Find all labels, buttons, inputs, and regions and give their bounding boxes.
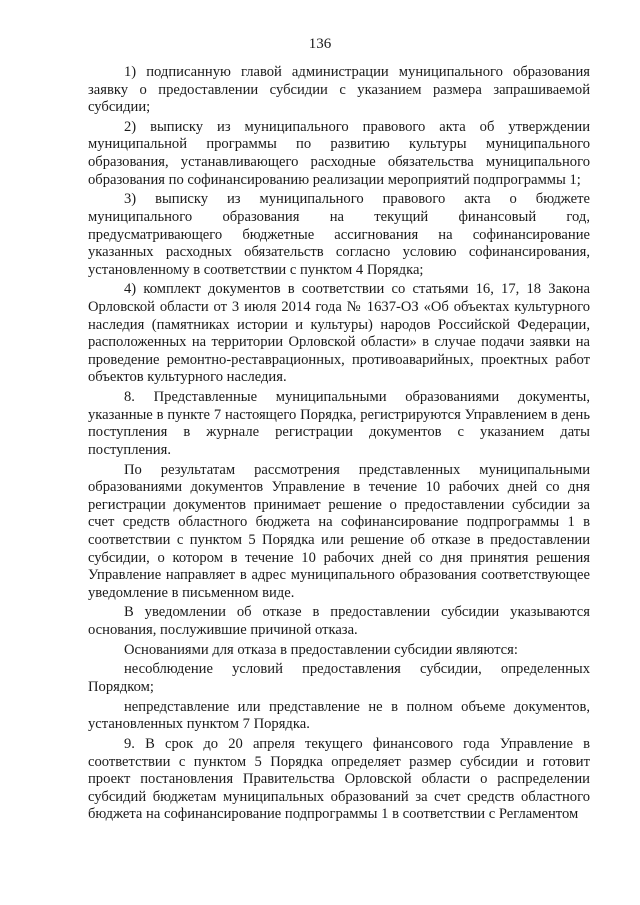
document-body bbox=[88, 64, 590, 826]
page-number: 136 bbox=[308, 36, 332, 52]
paragraph-ground-1: несоблюдение условий предоставления субсидии, определенных Порядком; bbox=[88, 661, 590, 695]
paragraph-item-1: 1) подписанную главой администрации муниципального образования заявку о предоставлении субсидии с указанием размера запрашиваемой субсидии; bbox=[88, 64, 590, 116]
paragraph-clause-8: 8. Представленные муниципальными образованиями документы, указанные в пункте 7 настоящего Порядка, регистрируются Управлением в день поступления в журнале регистрации документов с указанием даты поступления. bbox=[88, 389, 590, 458]
paragraph-item-4: 4) комплект документов в соответствии со статьями 16, 17, 18 Закона Орловской области от 3 июля 2014 года № 1637-ОЗ «Об объектах культурного наследия (памятниках истории и культуры) народов Российской Федерации, расположенных на территории Орловской области» в случае подачи заявки на проведение ремонтно-реставрационных, противоаварийных, проектных работ объектов культурного наследия. bbox=[88, 281, 590, 386]
paragraph-ground-2: непредставление или представление не в полном объеме документов, установленных пунктом 7 Порядка. bbox=[88, 698, 590, 733]
paragraph-refusal-notice: В уведомлении об отказе в предоставлении субсидии указываются основания, послужившие причиной отказа. bbox=[88, 604, 590, 638]
paragraph-clause-9: 9. В срок до 20 апреля текущего финансового года Управление в соответствии с пунктом 5 Порядка определяет размер субсидии и готовит проект постановления Правительства Орловской области о распределении субсидий бюджетам муниципальных образований за счет средств областного бюджета на софинансирование подпрограммы 1 в соответствии с Регламентом bbox=[88, 735, 590, 823]
paragraph-item-3: 3) выписку из муниципального правового акта о бюджете муниципального образования на текущий финансовый год, предусматривающего бюджетные ассигнования на софинансирование указанных расходных обязательств согласно условию софинансирования, установленному в соответствии с пунктом 4 Порядка; bbox=[88, 191, 590, 278]
paragraph-refusal-grounds: Основаниями для отказа в предоставлении субсидии являются: bbox=[124, 641, 518, 658]
paragraph-item-2: 2) выписку из муниципального правового акта об утверждении муниципальной программы по развитию культуры муниципального образования, устанавливающего расходные обязательства муниципального образования по софинансированию реализации мероприятий подпрограммы 1; bbox=[88, 118, 590, 188]
paragraph-review-results: По результатам рассмотрения представленных муниципальными образованиями документов Управление в течение 10 рабочих дней со дня регистрации документов принимает решение о предоставлении субсидии за счет средств областного бюджета на софинансирование подпрограммы 1 в соответствии с пунктом 5 Порядка или решение об отказе в предоставлении субсидии, о котором в течение 10 рабочих дней со дня принятия решения Управление направляет в адрес муниципального образования соответствующее уведомление в письменном виде. bbox=[88, 461, 590, 601]
